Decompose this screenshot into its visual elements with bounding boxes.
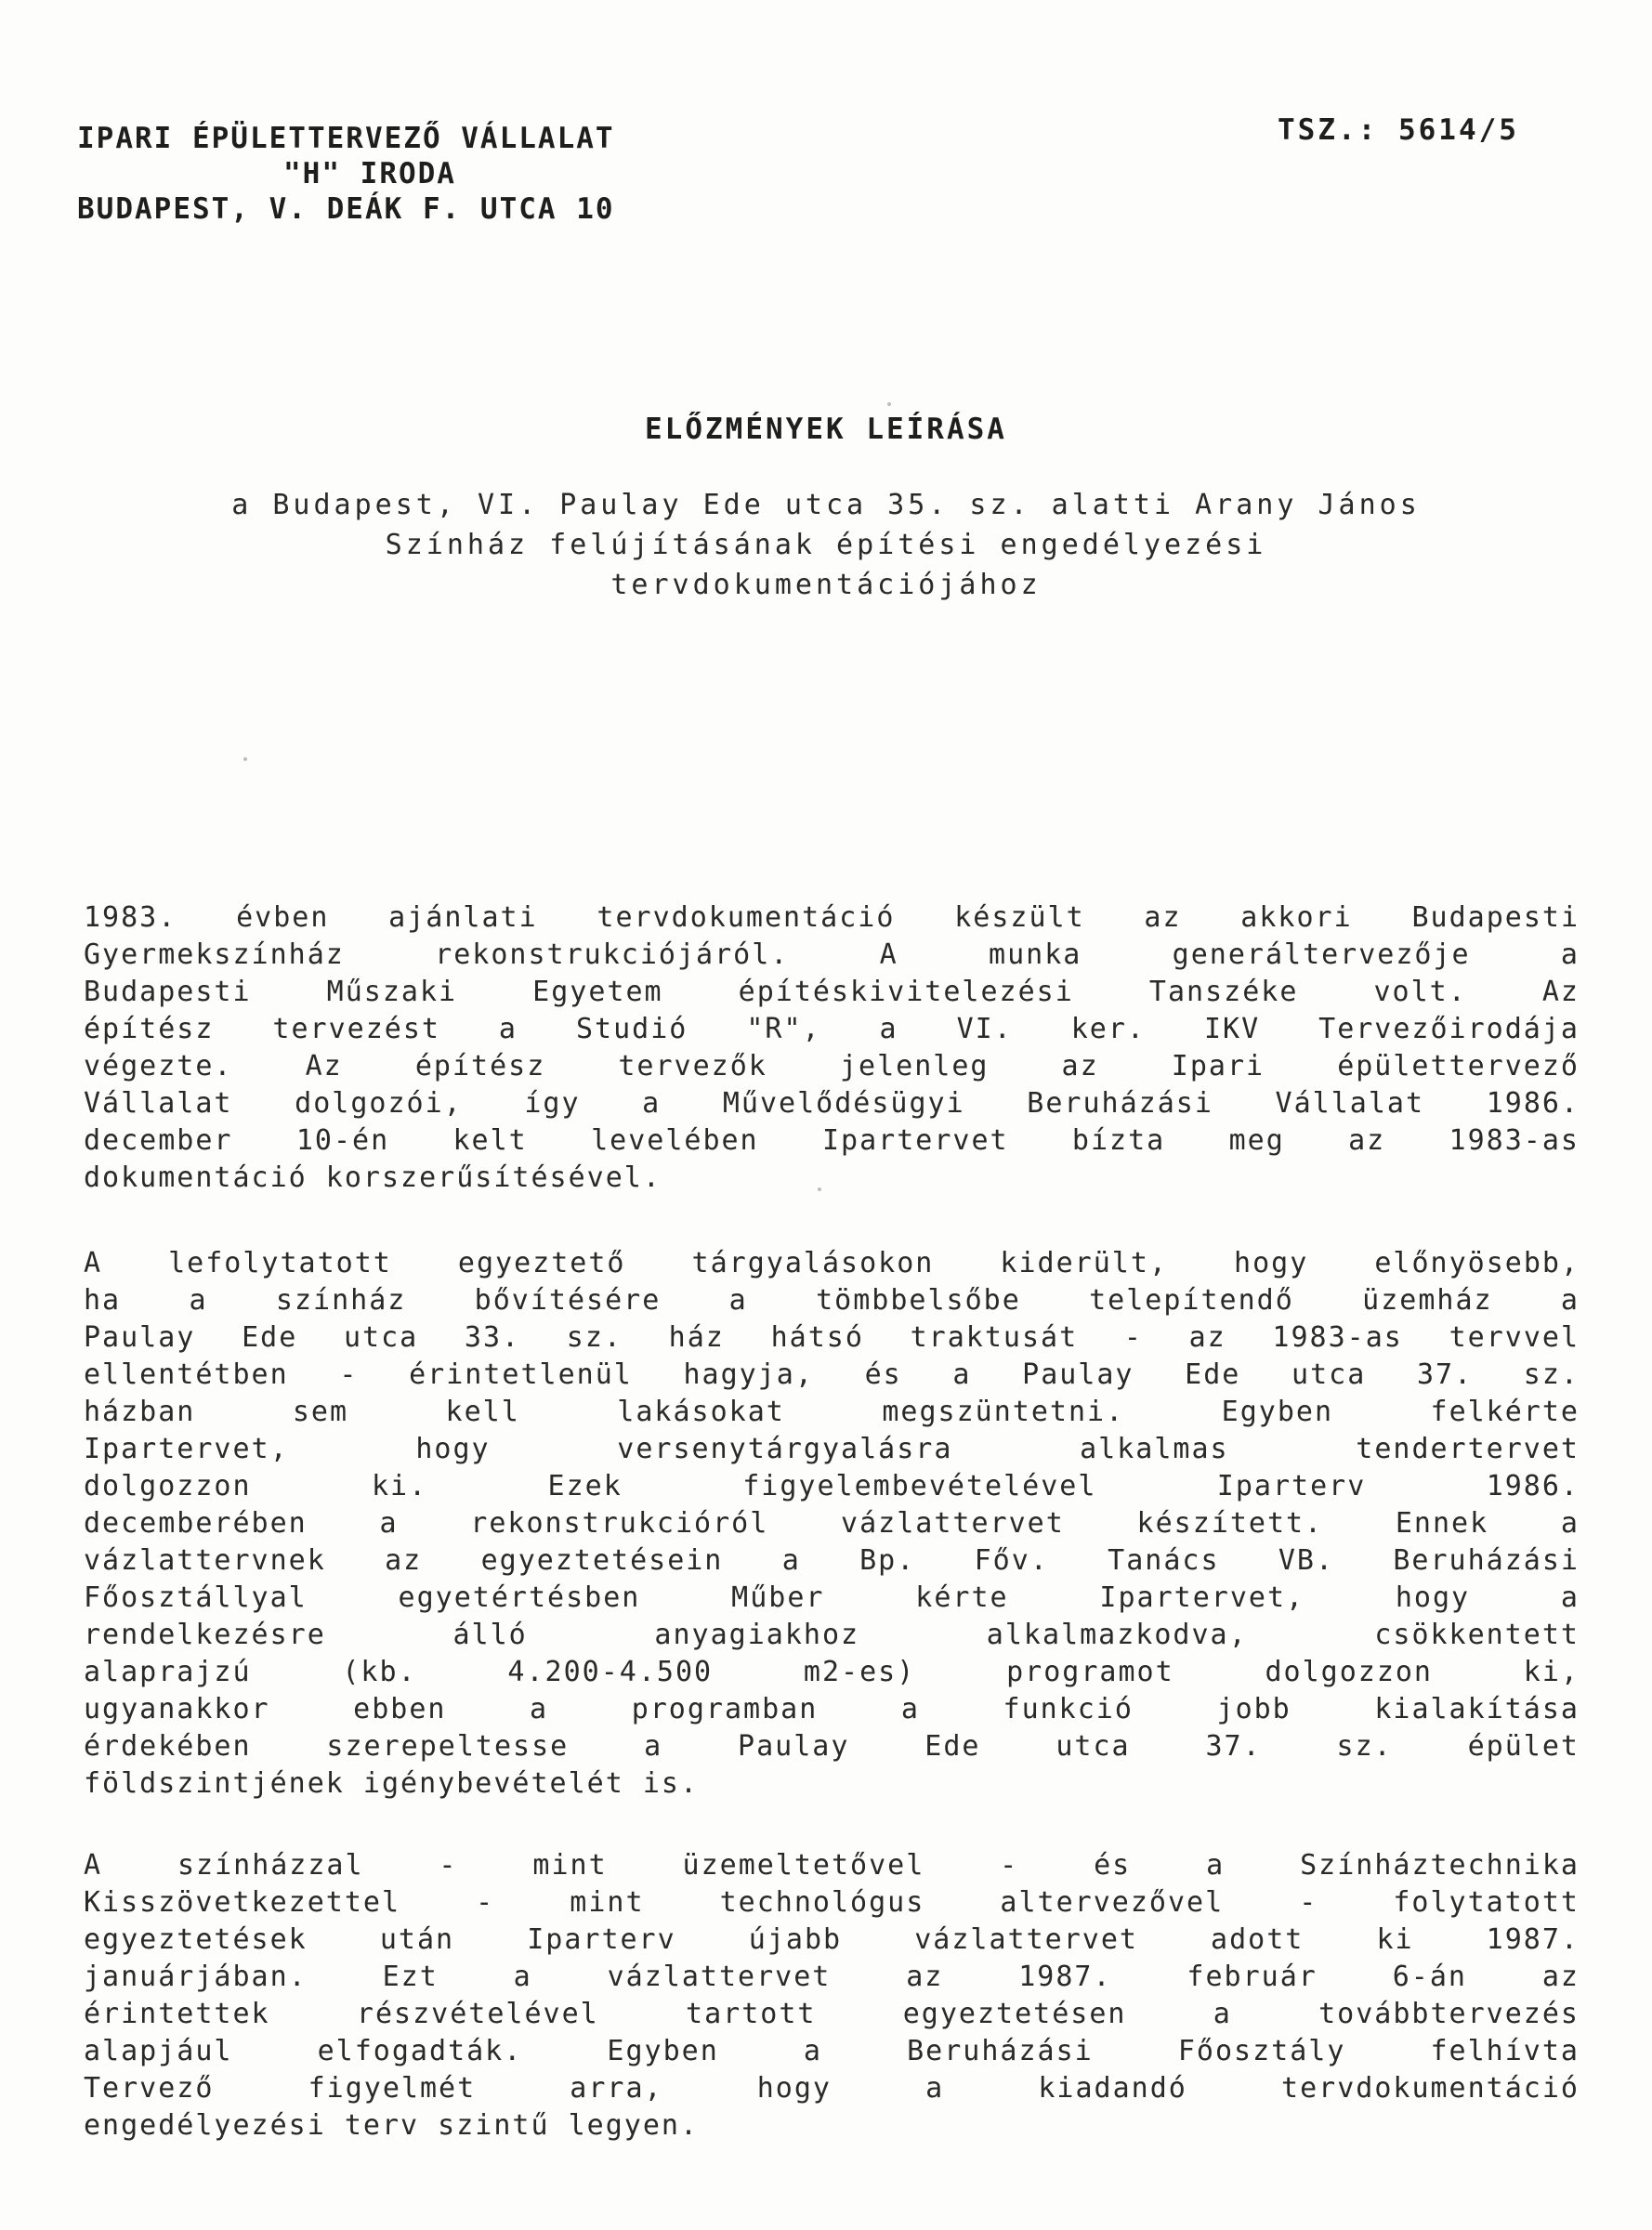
subtitle-line: Színház felújításának építési engedélyezési: [385, 529, 1267, 561]
text-line: vázlattervnek az egyeztetésein a Bp. Főv. Tanács VB. Beruházási: [84, 1544, 1580, 1577]
scan-speck: [818, 1187, 821, 1191]
subtitle-line: a Budapest, VI. Paulay Ede utca 35. sz. alatti Arany János: [231, 489, 1421, 521]
text-line: engedélyezési terv szintű legyen.: [84, 2109, 700, 2142]
text-line: érintettek részvételével tartott egyeztetésen a továbbtervezés: [84, 1998, 1580, 2030]
text-line: decemberében a rekonstrukcióról vázlattervet készített. Ennek a: [84, 1507, 1580, 1540]
text-line: Paulay Ede utca 33. sz. ház hátsó traktusát - az 1983-as tervvel: [84, 1321, 1580, 1354]
office-name: "H" IRODA: [283, 157, 456, 190]
paragraph-1: [84, 899, 1580, 1197]
text-line: 1983. évben ajánlati tervdokumentáció készült az akkori Budapesti: [84, 901, 1580, 934]
text-line: építész tervezést a Studió "R", a VI. ker. IKV Tervezőirodája: [84, 1013, 1580, 1045]
text-line: december 10-én kelt levelében Ipartervet bízta meg az 1983-as: [84, 1124, 1580, 1157]
text-line: Budapesti Műszaki Egyetem építéskivitelezési Tanszéke volt. Az: [84, 976, 1580, 1008]
reference-number: TSZ.: 5614/5: [1278, 113, 1519, 147]
company-address: BUDAPEST, V. DEÁK F. UTCA 10: [77, 192, 615, 226]
text-line: ugyanakkor ebben a programban a funkció jobb kialakítása: [84, 1693, 1580, 1725]
text-line: alapjául elfogadták. Egyben a Beruházási Főosztály felhívta: [84, 2035, 1580, 2067]
paragraph-3: [84, 1847, 1580, 2145]
text-line: Kisszövetkezettel - mint technológus altervezővel - folytatott: [84, 1886, 1580, 1919]
text-line: A lefolytatott egyeztető tárgyalásokon kiderült, hogy előnyösebb,: [84, 1247, 1580, 1279]
text-line: végezte. Az építész tervezők jelenleg az Ipari épülettervező: [84, 1050, 1580, 1082]
text-line: dokumentáció korszerűsítésével.: [84, 1161, 662, 1194]
text-line: érdekében szerepeltesse a Paulay Ede utca 37. sz. épület: [84, 1730, 1580, 1763]
scan-speck: [243, 757, 247, 761]
text-line: házban sem kell lakásokat megszüntetni. Egyben felkérte: [84, 1396, 1580, 1428]
text-line: egyeztetések után Iparterv újabb vázlattervet adott ki 1987.: [84, 1923, 1580, 1956]
document-title: ELŐZMÉNYEK LEÍRÁSA: [645, 413, 1007, 446]
text-line: alaprajzú (kb. 4.200-4.500 m2-es) programot dolgozzon ki,: [84, 1656, 1580, 1688]
subtitle-line: tervdokumentációjához: [610, 569, 1042, 601]
company-name: IPARI ÉPÜLETTERVEZŐ VÁLLALAT: [77, 122, 615, 155]
document-subtitle: [0, 485, 1652, 605]
text-line: Ipartervet, hogy versenytárgyalásra alkalmas tendertervet: [84, 1433, 1580, 1465]
text-line: földszintjének igénybevételét is.: [84, 1767, 700, 1800]
text-line: Tervező figyelmét arra, hogy a kiadandó tervdokumentáció: [84, 2072, 1580, 2105]
text-line: Főosztállyal egyetértésben Műber kérte Ipartervet, hogy a: [84, 1581, 1580, 1614]
text-line: dolgozzon ki. Ezek figyelembevételével Iparterv 1986.: [84, 1470, 1580, 1502]
text-line: Vállalat dolgozói, így a Művelődésügyi Beruházási Vállalat 1986.: [84, 1087, 1580, 1120]
text-line: rendelkezésre álló anyagiakhoz alkalmazkodva, csökkentett: [84, 1619, 1580, 1651]
paragraph-2: [84, 1245, 1580, 1803]
letterhead: [77, 121, 615, 227]
text-line: januárjában. Ezt a vázlattervet az 1987. február 6-án az: [84, 1961, 1580, 1993]
text-line: A színházzal - mint üzemeltetővel - és a Színháztechnika: [84, 1849, 1580, 1882]
text-line: ha a színház bővítésére a tömbbelsőbe telepítendő üzemház a: [84, 1284, 1580, 1317]
scan-speck: [887, 402, 891, 406]
text-line: ellentétben - érintetlenül hagyja, és a Paulay Ede utca 37. sz.: [84, 1358, 1580, 1391]
text-line: Gyermekszínház rekonstrukciójáról. A munka generáltervezője a: [84, 938, 1580, 971]
